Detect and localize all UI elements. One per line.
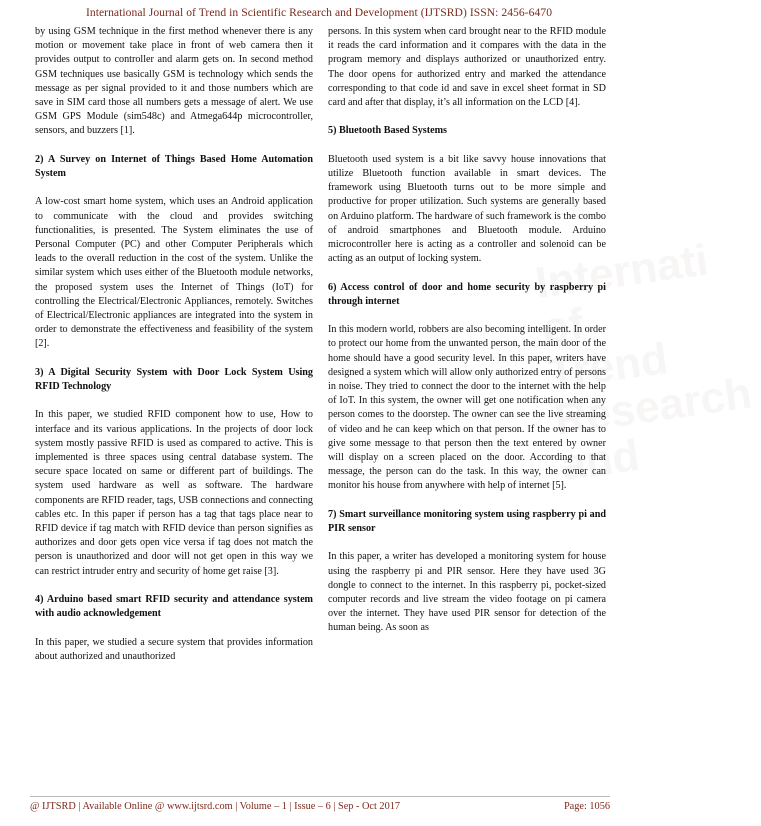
section-heading: 6) Access control of door and home security by raspberry pi through internet — [328, 281, 606, 307]
section-heading: 7) Smart surveillance monitoring system using raspberry pi and PIR sensor — [328, 508, 606, 535]
page-footer — [30, 801, 610, 812]
page-number: Page: 1056 — [563, 801, 610, 812]
paragraph: In this paper, a writer has developed a monitoring system for house using the raspberry pi and PIR sensor. Here they have used 3G dongle to connect to the internet. In this raspberry pi, pocket-sized computer records and live stream the video footage on pi camera over the internet. They have used PIR sensor for detection of the human being. As soon as — [328, 551, 606, 634]
paragraph: persons. In this system when card brought near to the RFID module it reads the card information and it compares with the data in the program memory and displays authorized or unauthorized entry. The door opens for authorized entry and marked the attendance corresponding to that code id and save in excel sheet format in SD card and after that display, it’s all information on the LCD [4]. — [328, 26, 606, 109]
paragraph: In this paper, we studied a secure system that provides information about authorized and unauthorized — [35, 636, 313, 662]
paragraph: In this modern world, robbers are also becoming intelligent. In order to protect our home from the unwanted person, the main door of the home should have a good security level. In this paper, writers have designed a system which will allow only authorized entry of persons in noise. They tried to connect the door to the internet with the help of IoT. In this system, the owner will get one notification when any person comes to the doorstep. The owner can see the live streaming of video and he can keep which on that person. If the owner has to give some message to that person then the text entered by owner will display on a screen placed on the door. According to that message, the person can do the task. In this way, the owner can monitor his house from anywhere with help of internet [5]. — [328, 324, 606, 492]
paragraph: In this paper, we studied RFID component how to use, How to interface and its various applications. In the projects of door lock system mostly passive RFID is used as compared to active. This is implemented is three spaces using central database system. The secure space located on same or different part of buildings. The system used hardware as well as software. The hardware components are RFID reader, tags, USB connections and connecting cables etc. In this paper if person has a tag that tags place near to RFID device if tag match with RFID device than person signifies as authorizes and door gets open vice versa if tag does not match the person is unauthorized and door will not get open in this way we can restrict intruder entry and security of home get raise [3]. — [35, 409, 313, 577]
paragraph: by using GSM technique in the first method whenever there is any motion or movement take place in front of web camera then it provides output to controller and alarm gets on. In second method GSM techniques use basically GSM is technology which sends the message as per signal provided to it and those numbers which are save in SIM card those all numbers gets a message of alert. We use GSM GPS Module (sim548c) and Atmega644p microcontroller, sensors, and buzzers [1]. — [35, 26, 313, 137]
paragraph: Bluetooth used system is a bit like savvy house innovations that utilize Bluetooth function available in smart devices. The framework using Bluetooth turns out to be more simple and productive for proper utilization. Such systems are generally based on Arduino platform. The hardware of such framework is the combo of android smartphones and Bluetooth module. Arduino microcontroller here is acting as a controller and solenoid can be acting as an output of locking system. — [328, 153, 606, 265]
section-heading: 3) A Digital Security System with Door Lock System Using RFID Technology — [35, 366, 313, 393]
footer-citation: @ IJTSRD | Available Online @ www.ijtsrd.com | Volume – 1 | Issue – 6 | Sep - Oct 2017 — [30, 801, 401, 812]
journal-header: International Journal of Trend in Scientific Research and Development (IJTSRD) ISSN: 2456-6470 — [85, 6, 553, 19]
left-column — [35, 25, 313, 664]
section-heading: 4) Arduino based smart RFID security and attendance system with audio acknowledgement — [35, 594, 313, 620]
section-heading: 5) Bluetooth Based Systems — [328, 125, 447, 137]
right-column — [328, 25, 606, 636]
paragraph: A low-cost smart home system, which uses an Android application to communicate with the cloud and provides switching functionalities, is presented. The System eliminates the use of Personal Computer (PC) and other Computer Peripherals which leads to the overall reduction in the cost of the system. Unlike the similar system which uses either of the Bluetooth module networks, the proposed system uses the Internet of Things (IoT) for controlling the Electrical/Electronic Appliances, remotely. Switches of Electrical/Electronic appliances are integrated into the system in order to demonstrate the effectiveness and feasibility of the system [2]. — [35, 196, 313, 350]
section-heading: 2) A Survey on Internet of Things Based Home Automation System — [35, 153, 313, 180]
footer-divider — [30, 796, 610, 797]
journal-watermark: Internati of Trend Research and — [532, 235, 755, 491]
